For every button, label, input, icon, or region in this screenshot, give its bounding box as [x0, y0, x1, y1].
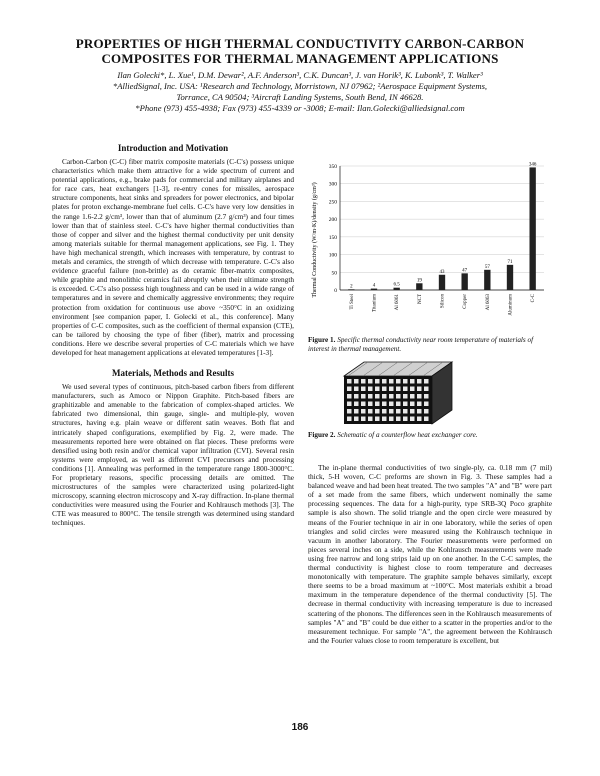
hx-channel [417, 402, 422, 407]
chart-y-axis-label: Thermal Conductivity (W/m·K)/density (g/cm³) [312, 182, 318, 298]
hx-channel [389, 379, 394, 384]
category-label-3: NCT [417, 294, 423, 304]
y-tick-label-100: 100 [328, 252, 337, 259]
authors-line-3: Torrance, CA 90504; ³Aircraft Landing Systems, South Bend, IN 46628. [176, 92, 424, 102]
hx-channel [424, 379, 429, 384]
hx-channel [361, 402, 366, 407]
y-tick-label-300: 300 [328, 181, 337, 188]
hx-channel [375, 409, 380, 414]
chart-y-ticks [329, 164, 338, 294]
hx-channel [368, 402, 373, 407]
hx-channel [403, 402, 408, 407]
title-line-2: COMPOSITES FOR THERMAL MANAGEMENT APPLICATIONS [101, 51, 499, 66]
hx-channel [382, 379, 387, 384]
figure-1-caption-text: Specific thermal conductivity near room temperature of materials of interest in thermal management. [308, 336, 534, 353]
hx-channel [424, 417, 429, 422]
hx-channel [389, 394, 394, 399]
hx-channel [410, 379, 415, 384]
paper-title [40, 36, 560, 66]
authors-line-1: Ilan Golecki*, L. Xue¹, D.M. Dewar², A.F. Anderson³, C.K. Duncan³, J. van Horik³, K. Lubonk³, T. Walker³ [117, 70, 483, 80]
hx-channel [382, 409, 387, 414]
hx-channel [396, 379, 401, 384]
hx-channel [375, 417, 380, 422]
figure-1-caption [308, 336, 552, 354]
hx-channel [410, 394, 415, 399]
hx-channel [368, 394, 373, 399]
bar-8 [529, 167, 535, 290]
hx-channel [389, 409, 394, 414]
hx-channel [361, 379, 366, 384]
hx-channel [389, 387, 394, 392]
figure-2-label: Figure 2. [308, 431, 336, 439]
hx-channel [417, 387, 422, 392]
hx-channel [368, 387, 373, 392]
hx-channel [354, 409, 359, 414]
hx-channel [354, 402, 359, 407]
author-block [40, 70, 560, 114]
hx-channel [410, 409, 415, 414]
hx-channel [354, 417, 359, 422]
right-column [308, 463, 552, 645]
bar-6 [484, 270, 490, 290]
hx-channel [361, 409, 366, 414]
hx-channel [396, 409, 401, 414]
data-label-8: 346 [528, 162, 537, 168]
figure-1-bar-chart [306, 148, 554, 332]
y-tick-label-150: 150 [328, 234, 337, 241]
hx-channel [424, 409, 429, 414]
hx-channel [368, 379, 373, 384]
data-label-5: 47 [462, 268, 468, 274]
results-paragraph: The in-plane thermal conductivities of two single-ply, ca. 0.18 mm (7 mil) thick, 5-H woven, C-C preforms are shown in Fig. 3. These samples had a balanced weave and had been heat treated. The two samples "A" and "B" were part of a set made from the same fibers, which underwent nominally the same processing sequences. The data for a high-purity, type SRB-3Q Poco graphite sample is also shown. The solid triangle and the open circle were measured by means of the Fourier technique in air in one laboratory, while the series of open triangles and solid circles were measured using the Kohlrausch technique in vacuum in another laboratory. The Fourier measurements were performed on pieces several inches on a side, while the Kohlrausch measurements were made using free narrow and long strips laid up on one another. In the C-C samples, the thermal conductivity is highest close to room temperature and decreases monotonically with temperature. The graphite sample behaves similarly, except there seems to be a broad maximum at ~100°C. Most materials exhibit a broad maximum in the temperature dependence of the thermal conductivity [5]. The decrease in thermal conductivity with increasing temperature is due to increased scattering of the phonons. The differences seen in the Kohlrausch measurements of samples "A" and "B" could be due either to a scatter in the properties and/or to the measurement technique. For sample "A", the agreement between the Kohlrausch and the Fourier values close to room temperature is excellent, but [308, 463, 552, 645]
hx-channel [375, 402, 380, 407]
data-label-6: 57 [484, 264, 490, 270]
materials-paragraph: We used several types of continuous, pitch-based carbon fibers from different manufacturers, such as Amoco or Nippon Graphite. Pitch-based fibers are graphitizable and amenable to the fabrication of complex-shaped articles. We fabricated two dimensional, thin gauge, single- and multiple-ply, woven structures, having e.g. plain weave or different satin weaves. Both flat and intricately shaped configurations, exemplified by Fig. 2, were made. The measurements reported here were obtained on flat pieces. These preforms were densified using both resin and/or chemical vapor infiltration (CVI). Several resin systems were employed, as well as different CVI precursors and processing conditions [1]. Annealing was performed in the temperature range 1800-3000°C. For proprietary reasons, specific processing details are omitted. The microstructures of the samples were characterized using polarized-light microscopy, scanning electron microscopy and X-ray diffraction. In-plane thermal conductivities were measured using the Fourier and Kohlrausch methods [3]. The CTE was measured to 800°C. The tensile strength was determined using standard techniques. [52, 382, 294, 528]
bar-1 [371, 289, 377, 290]
bar-5 [461, 273, 467, 290]
category-label-0: Ti Steel [349, 294, 355, 310]
hx-channel [361, 394, 366, 399]
hx-channel [403, 394, 408, 399]
bar-0 [348, 289, 354, 290]
y-tick-label-250: 250 [328, 199, 337, 206]
left-column [52, 140, 294, 528]
hx-channel [361, 417, 366, 422]
hx-channel [410, 387, 415, 392]
hx-channel [417, 379, 422, 384]
hx-channel [375, 387, 380, 392]
hx-channel [368, 409, 373, 414]
hx-channel [396, 387, 401, 392]
hx-channel [347, 402, 352, 407]
bar-7 [507, 265, 513, 290]
hx-channel [354, 387, 359, 392]
data-label-2: 6.5 [393, 282, 400, 288]
category-label-2: Al 6061 [395, 294, 401, 311]
hx-channel [417, 394, 422, 399]
hx-channel [403, 409, 408, 414]
category-label-1: Titanium [372, 294, 378, 313]
bar-3 [416, 283, 422, 290]
page-number: 186 [291, 722, 309, 733]
hx-channel [354, 394, 359, 399]
introduction-paragraph: Carbon-Carbon (C-C) fiber matrix composite materials (C-C's) possess unique characteristics which make them attractive for a wide spectrum of current and potential applications, e.g., brake pads for commercial and military airplanes and for race cars, heat exchangers [1-3], re-entry cones for missiles, aerospace structure components, heat sinks and spreaders for power electronics, and bipolar plates for proton exchange-membrane fuel cells. C-C's have very low densities in the range 1.6-2.2 g/cm³, lower than that of aluminum (2.7 g/cm³) and four times lower than that of stainless steel. C-C's have higher thermal conductivities than those of copper and silver and the highest thermal conductivity per unit density among materials suitable for thermal management applications, see Fig. 1. They have high mechanical strength, which increases with temperature, by contrast to metals and ceramics, the strength of which decrease with temperature. C-C's also evidence graceful failure (non-brittle) as do ceramic fiber-matrix composites, while graphite and monolithic ceramics fail abruptly when their ultimate strength is exceeded. C-C's also possess high toughness and can be used in a wide range of temperatures and in severe and chemically aggressive environments; they require protection from oxidation for continuous use above ~350°C in an oxidizing environment [see companion paper, I. Golecki et al., this conference]. Many properties of C-C composites, such as the coefficient of thermal expansion (CTE), can be tailored by choosing the type of fiber (fiber), matrix and processing conditions. Here we describe several properties of C-C materials which we have developed for heat management applications at elevated temperatures [1-3]. [52, 157, 294, 357]
data-label-4: 43 [439, 269, 445, 275]
hx-channel [417, 417, 422, 422]
data-label-7: 71 [507, 259, 513, 265]
figure-2-heat-exchanger-drawing [338, 354, 458, 430]
hx-channel [410, 402, 415, 407]
hx-channel [347, 387, 352, 392]
hx-channel [354, 379, 359, 384]
hx-channel [396, 417, 401, 422]
hx-channel [424, 402, 429, 407]
hx-channel [403, 417, 408, 422]
hx-channel [410, 417, 415, 422]
hx-channel [361, 387, 366, 392]
category-label-5: Copper [463, 294, 469, 309]
hx-channel [389, 417, 394, 422]
y-tick-label-200: 200 [328, 217, 337, 224]
section-heading-materials: Materials, Methods and Results [112, 368, 234, 379]
hx-channel [417, 409, 422, 414]
data-label-0: 2 [350, 284, 353, 290]
y-tick-label-50: 50 [331, 270, 337, 277]
heat-exchanger-core [344, 362, 452, 424]
chart-category-labels [350, 293, 536, 315]
hx-channel [382, 394, 387, 399]
category-label-7: Aluminum [508, 294, 514, 316]
hx-channel [396, 394, 401, 399]
authors-line-2: *AlliedSignal, Inc. USA: ¹Research and Technology, Morristown, NJ 07962; ²Aerospace Equipment Systems, [112, 81, 488, 91]
y-tick-label-0: 0 [334, 288, 337, 294]
category-label-4: Silicon [440, 294, 446, 309]
category-label-6: Al 6063 [485, 294, 491, 311]
hx-channel [347, 409, 352, 414]
figure-2-caption [308, 431, 552, 440]
hx-channel [347, 417, 352, 422]
figure-2-caption-text: Schematic of a counterflow heat exchanger core. [337, 431, 478, 439]
figure-1-label: Figure 1. [308, 336, 336, 344]
hx-channel [389, 402, 394, 407]
authors-line-4: *Phone (973) 455-4938; Fax (973) 455-4339 or -3008; E-mail: Ilan.Golecki@alliedsignal.com [135, 103, 465, 113]
category-label-8: C-C [531, 294, 537, 303]
hx-channel [368, 417, 373, 422]
hx-channel [375, 394, 380, 399]
data-label-3: 19 [416, 278, 422, 284]
hx-channel [347, 394, 352, 399]
section-heading-introduction: Introduction and Motivation [117, 143, 229, 153]
title-line-1: PROPERTIES OF HIGH THERMAL CONDUCTIVITY CARBON-CARBON [75, 36, 525, 51]
bar-2 [393, 288, 399, 290]
bar-4 [439, 275, 445, 290]
hx-channel [375, 379, 380, 384]
hx-channel [382, 387, 387, 392]
hx-channel [403, 379, 408, 384]
hx-channel [424, 387, 429, 392]
hx-channel [347, 379, 352, 384]
y-tick-label-350: 350 [328, 164, 337, 170]
hx-channel [403, 387, 408, 392]
data-label-1: 4 [372, 283, 376, 289]
hx-channel [396, 402, 401, 407]
hx-channel [382, 402, 387, 407]
hx-channel [382, 417, 387, 422]
hx-channel [424, 394, 429, 399]
